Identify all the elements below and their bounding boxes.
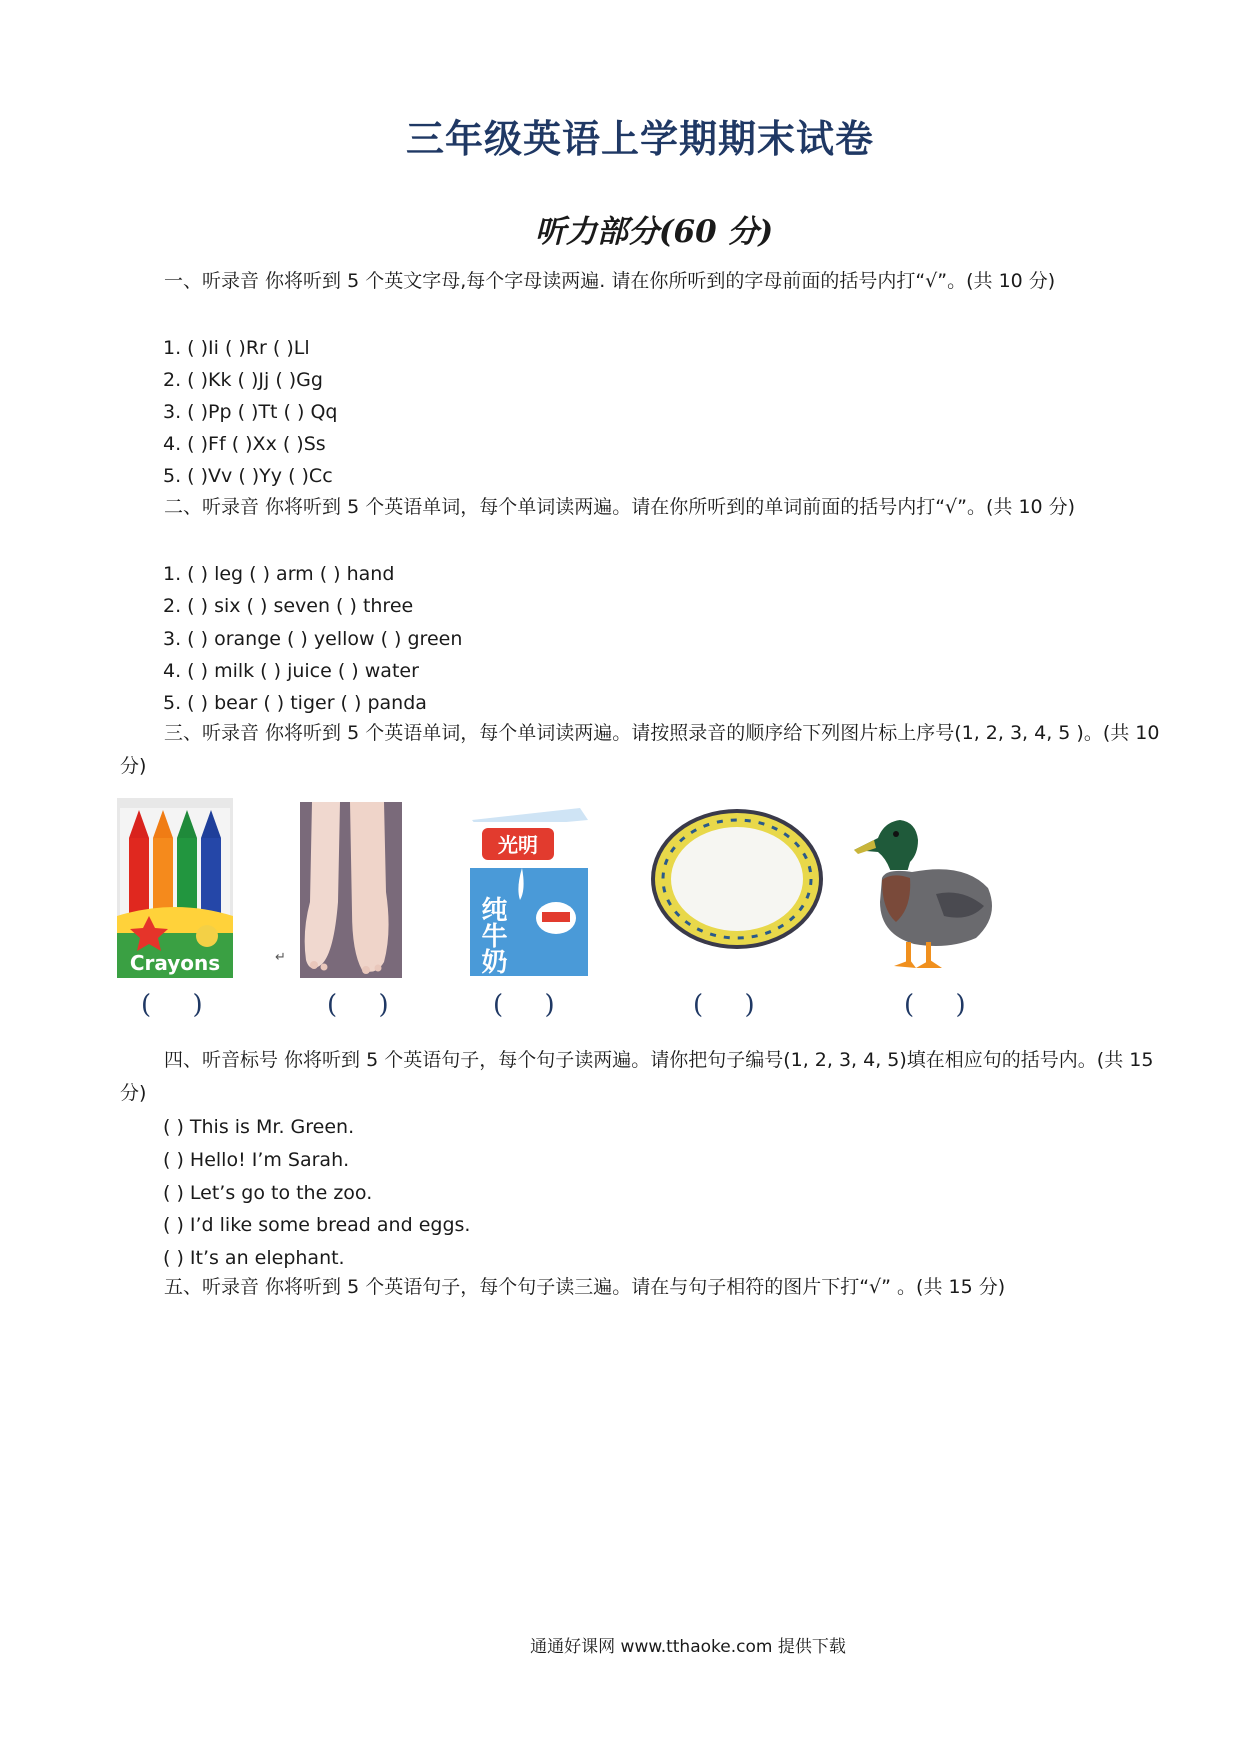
section2-item: 5. ( ) bear ( ) tiger ( ) panda [163,692,427,714]
section4-item: ( ) Hello! I’m Sarah. [163,1149,350,1171]
section-subtitle: 听力部分(60 分) [534,214,774,250]
footer-text: 通通好课网 www.tthaoke.com 提供下载 [530,1637,846,1657]
milk-brand: 光明 [498,833,538,857]
section2-item: 3. ( ) orange ( ) yellow ( ) green [163,628,463,650]
section4-item: ( ) It’s an elephant. [163,1247,345,1269]
picture-answer-paren[interactable]: ( ) [693,990,755,1020]
section2-item: 4. ( ) milk ( ) juice ( ) water [163,660,419,682]
section4-item: ( ) I’d like some bread and eggs. [163,1214,471,1236]
crayons-label: Crayons [129,951,221,975]
crayons-picture [117,798,233,978]
section2-instruction: 二、听录音 你将听到 5 个英语单词，每个单词读两遍。请在你所听到的单词前面的括号内打“√”。(共 10 分) [164,496,1076,518]
section1-item: 3. ( )Pp ( )Tt ( ) Qq [163,401,338,423]
picture-answer-paren[interactable]: ( ) [141,990,203,1020]
section4-item: ( ) Let’s go to the zoo. [163,1182,373,1204]
section4-instruction: 四、听音标号 你将听到 5 个英语句子，每个句子读两遍。请你把句子编号(1, 2, 3, 4, 5)填在相应句的括号内。(共 15 分) [120,1049,1154,1104]
section1-item: 4. ( )Ff ( )Xx ( )Ss [163,433,326,455]
picture-answer-paren[interactable]: ( ) [904,990,966,1020]
section5-instruction: 五、听录音 你将听到 5 个英语句子，每个句子读三遍。请在与句子相符的图片下打“√” 。(共 15 分) [164,1276,1006,1298]
plate-picture [648,805,826,953]
section3-instruction: 三、听录音 你将听到 5 个英语单词，每个单词读两遍。请按照录音的顺序给下列图片标上序号(1, 2, 3, 4, 5 )。(共 10 分) [120,722,1160,777]
section1-instruction: 一、听录音 你将听到 5 个英文字母,每个字母读两遍. 请在你所听到的字母前面的括号内打“√”。(共 10 分) [164,270,1056,292]
page-title: 三年级英语上学期期末试卷 [405,116,874,161]
section1-item: 1. ( )Ii ( )Rr ( )Ll [163,337,310,359]
milk-picture [462,800,594,978]
section2-item: 1. ( ) leg ( ) arm ( ) hand [163,563,395,585]
section2-item: 2. ( ) six ( ) seven ( ) three [163,595,414,617]
section4-item: ( ) This is Mr. Green. [163,1116,355,1138]
return-mark: ↵ [275,950,286,965]
duck-picture [852,798,1002,976]
picture-answer-paren[interactable]: ( ) [327,990,389,1020]
section1-item: 5. ( )Vv ( )Yy ( )Cc [163,465,333,487]
milk-name: 纯牛奶 [477,896,507,974]
feet-picture [300,802,402,978]
picture-answer-paren[interactable]: ( ) [493,990,555,1020]
section1-item: 2. ( )Kk ( )Jj ( )Gg [163,369,323,391]
